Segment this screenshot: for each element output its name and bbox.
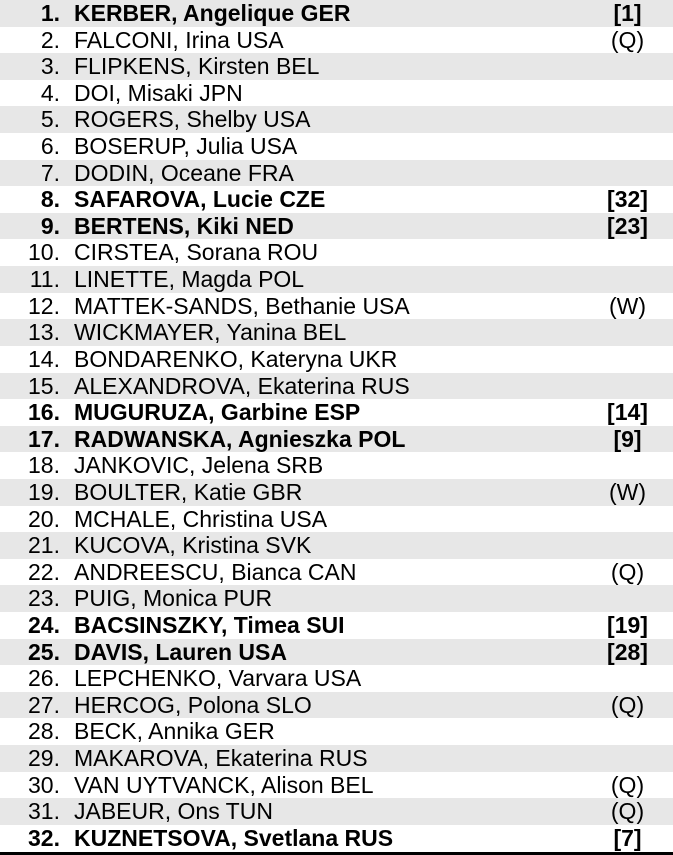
draw-row	[0, 133, 673, 160]
player-name: LINETTE, Magda POL	[74, 266, 305, 293]
draw-row	[0, 27, 673, 54]
draw-position: 32.	[28, 824, 60, 851]
player-name: RADWANSKA, Agnieszka POL	[74, 425, 406, 452]
player-name: JANKOVIC, Jelena SRB	[74, 452, 324, 479]
player-name: BERTENS, Kiki NED	[74, 212, 294, 239]
player-name: DODIN, Oceane FRA	[74, 159, 294, 186]
player-name: HERCOG, Polona SLO	[74, 691, 312, 718]
draw-position: 14.	[28, 345, 60, 372]
draw-position: 31.	[28, 798, 60, 825]
player-name: DOI, Misaki JPN	[74, 79, 243, 106]
player-name: BOULTER, Katie GBR	[74, 478, 303, 505]
draw-position: 24.	[28, 612, 60, 639]
draw-position: 11.	[29, 266, 60, 293]
seed-label: [23]	[607, 212, 648, 239]
seed-label: (W)	[608, 478, 647, 505]
draw-row	[0, 293, 673, 320]
draw-row	[0, 426, 673, 453]
draw-row	[0, 479, 673, 506]
player-name: BECK, Annika GER	[74, 718, 275, 745]
draw-position: 5.	[40, 106, 60, 133]
seed-label: [28]	[607, 638, 648, 665]
draw-row	[0, 532, 673, 559]
draw-row	[0, 745, 673, 772]
draw-position: 23.	[28, 585, 60, 612]
seed-label: [1]	[613, 0, 642, 26]
draw-row	[0, 346, 673, 373]
player-name: KUZNETSOVA, Svetlana RUS	[74, 824, 394, 851]
draw-row	[0, 106, 673, 133]
player-name: BONDARENKO, Kateryna UKR	[74, 345, 398, 372]
player-name: MATTEK-SANDS, Bethanie USA	[74, 292, 410, 319]
player-name: KUCOVA, Kristina SVK	[74, 532, 312, 559]
draw-position: 25.	[28, 638, 60, 665]
draw-row	[0, 639, 673, 666]
draw-row	[0, 612, 673, 639]
player-name: WICKMAYER, Yanina BEL	[74, 319, 347, 346]
draw-row	[0, 506, 673, 533]
seed-label: [14]	[607, 399, 648, 426]
draw-position: 26.	[28, 665, 60, 692]
draw-position: 18.	[28, 452, 60, 479]
player-name: VAN UYTVANCK, Alison BEL	[74, 771, 374, 798]
player-name: ANDREESCU, Bianca CAN	[74, 558, 357, 585]
draw-position: 7.	[40, 159, 60, 186]
draw-position: 2.	[40, 26, 60, 53]
draw-row	[0, 319, 673, 346]
seed-label: (Q)	[610, 798, 645, 825]
draw-position: 13.	[28, 319, 60, 346]
draw-row	[0, 80, 673, 107]
player-name: JABEUR, Ons TUN	[74, 798, 273, 825]
seed-label: (Q)	[610, 558, 645, 585]
draw-row	[0, 399, 673, 426]
player-name: CIRSTEA, Sorana ROU	[74, 239, 319, 266]
draw-position: 8.	[40, 186, 60, 213]
draw-row	[0, 559, 673, 586]
seed-label: (Q)	[610, 26, 645, 53]
player-name: BOSERUP, Julia USA	[74, 133, 298, 160]
seed-label: [32]	[607, 186, 648, 213]
seed-label: (Q)	[610, 771, 645, 798]
draw-position: 22.	[28, 558, 60, 585]
player-name: DAVIS, Lauren USA	[74, 638, 287, 665]
player-name: MUGURUZA, Garbine ESP	[74, 399, 361, 426]
player-name: SAFAROVA, Lucie CZE	[74, 186, 326, 213]
draw-row	[0, 373, 673, 400]
draw-position: 30.	[28, 771, 60, 798]
draw-row	[0, 665, 673, 692]
draw-row	[0, 692, 673, 719]
draw-row	[0, 585, 673, 612]
draw-row	[0, 772, 673, 799]
draw-position: 17.	[28, 425, 60, 452]
draw-position: 1.	[40, 0, 60, 26]
player-name: FLIPKENS, Kirsten BEL	[74, 53, 320, 80]
draw-row	[0, 53, 673, 80]
player-name: MAKAROVA, Ekaterina RUS	[74, 745, 368, 772]
player-name: KERBER, Angelique GER	[74, 0, 351, 26]
draw-position: 3.	[40, 53, 60, 80]
draw-position: 6.	[40, 133, 60, 160]
draw-row	[0, 0, 673, 27]
draw-position: 15.	[28, 372, 60, 399]
draw-position: 21.	[28, 532, 60, 559]
draw-row	[0, 160, 673, 187]
draw-position: 9.	[40, 212, 60, 239]
draw-row	[0, 213, 673, 240]
draw-position: 27.	[28, 691, 60, 718]
draw-row	[0, 266, 673, 293]
draw-row	[0, 452, 673, 479]
player-name: MCHALE, Christina USA	[74, 505, 328, 532]
player-name: ROGERS, Shelby USA	[74, 106, 311, 133]
player-name: LEPCHENKO, Varvara USA	[74, 665, 362, 692]
seed-label: (W)	[608, 292, 647, 319]
draw-row	[0, 186, 673, 213]
draw-position: 16.	[28, 399, 60, 426]
seed-label: [9]	[613, 425, 642, 452]
seed-label: (Q)	[610, 691, 645, 718]
draw-position: 19.	[28, 478, 60, 505]
player-name: FALCONI, Irina USA	[74, 26, 284, 53]
draw-row	[0, 239, 673, 266]
draw-row	[0, 718, 673, 745]
draw-position: 4.	[40, 79, 60, 106]
draw-position: 28.	[28, 718, 60, 745]
seed-label: [7]	[613, 824, 642, 851]
draw-position: 20.	[28, 505, 60, 532]
draw-position: 29.	[28, 745, 60, 772]
seed-label: [19]	[607, 612, 648, 639]
player-name: BACSINSZKY, Timea SUI	[74, 612, 345, 639]
draw-position: 10.	[28, 239, 60, 266]
player-name: PUIG, Monica PUR	[74, 585, 273, 612]
draw-row	[0, 825, 673, 852]
draw-row	[0, 798, 673, 825]
player-name: ALEXANDROVA, Ekaterina RUS	[74, 372, 410, 399]
draw-position: 12.	[28, 292, 60, 319]
